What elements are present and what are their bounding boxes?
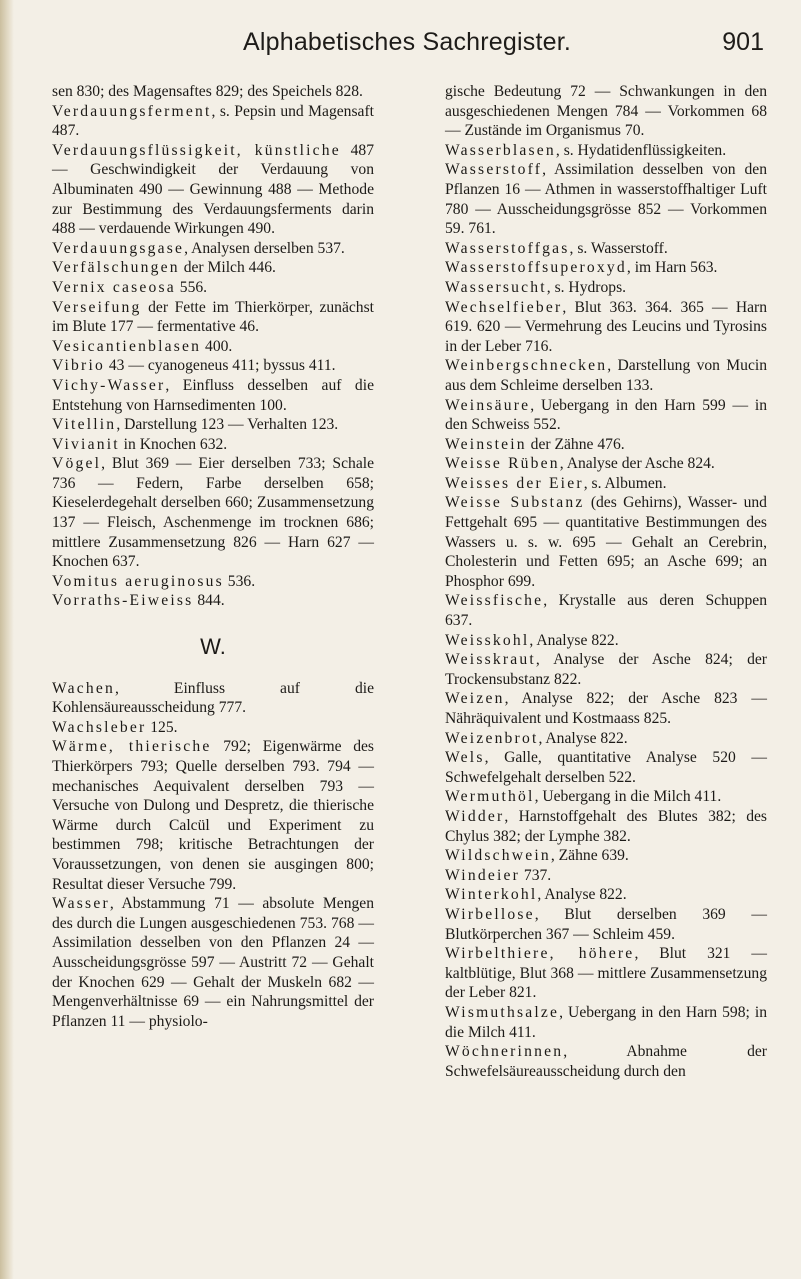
entry-text: , Abstammung 71 — absolute Mengen des durch die Lungen ausgeschiedenen 753. 768 — Assimilation desselben von den Pflanzen 24 — Ausscheidungsgrösse 597 — Austritt 72 — Gehalt der Knochen 629 — Gehalt der Muskeln 682 — Mengenverhältnisse 69 — ein Nahrungsmittel der Pflanzen 11 — physiolo- [52, 895, 374, 1030]
index-entry [445, 729, 767, 749]
entry-lemma: Windeier [445, 866, 520, 884]
entry-lemma: Weinbergschnecken [445, 357, 608, 375]
entry-lemma: Vichy-Wasser [52, 376, 166, 394]
entry-text: , Einfluss auf die Kohlensäureausscheidung 777. [52, 679, 374, 717]
entry-lemma: Vomitus aeruginosus [52, 572, 224, 590]
entry-text: , s. Hydatidenflüssigkeiten. [555, 141, 727, 159]
index-entry [52, 435, 374, 455]
entry-text: 125. [146, 718, 178, 736]
entry-text: , Einfluss desselben auf die Entstehung von Harnsedimenten 100. [52, 376, 374, 414]
index-entry [445, 396, 767, 435]
entry-lemma: Wasserstoffsuperoxyd [445, 259, 627, 277]
entry-lemma: Wermuthöl [445, 788, 535, 806]
page-edge-shadow [0, 0, 14, 1279]
entry-text: , Analyse der Asche 824; der Trockensubstanz 822. [445, 651, 767, 688]
entry-lemma: Wismuthsalze [445, 1003, 560, 1021]
entry-text: , s. Hydrops. [546, 278, 627, 296]
entry-lemma: Widder [445, 807, 505, 825]
index-entry [52, 278, 374, 298]
index-entry [52, 102, 374, 141]
index-entry [52, 337, 374, 357]
entry-text: , Analyse 822. [529, 631, 619, 649]
entry-lemma: Weinsäure [445, 396, 531, 414]
entry-text: 400. [201, 337, 233, 355]
entry-text: , Analyse 822. [538, 729, 628, 747]
entry-lemma: Weisse Substanz [445, 494, 585, 512]
index-entry [445, 787, 767, 807]
entry-lemma: Wels [445, 749, 485, 767]
entry-text: 737. [520, 866, 552, 884]
entry-lemma: Wasserblasen [445, 141, 556, 159]
entry-text: , Zähne 639. [550, 847, 629, 865]
entry-lemma: Verseifung [52, 298, 142, 316]
entry-lemma: Wärme, thierische [52, 738, 212, 756]
index-entry [52, 356, 374, 376]
index-entry [445, 298, 767, 357]
entry-text: , Analyse 822; der Asche 823 — Nähräquivalent und Kostmaass 825. [445, 690, 767, 727]
entry-text: , Analyse 822. [537, 886, 627, 904]
entry-text: , Galle, quantitative Analyse 520 — Schwefelgehalt derselben 522. [445, 749, 767, 786]
entry-text: , Abnahme der Schwefelsäureausscheidung durch den [445, 1043, 767, 1080]
entry-text: , Analysen derselben 537. [184, 239, 345, 257]
entry-lemma: Vesicantienblasen [52, 337, 202, 355]
index-entry [445, 885, 767, 905]
entry-text: , Krystalle aus deren Schuppen 637. [445, 592, 767, 630]
entry-lemma: Weissfische [445, 592, 544, 610]
index-entry [52, 258, 374, 278]
index-entry [52, 298, 374, 337]
index-entry [445, 356, 767, 395]
index-entry [445, 846, 767, 866]
entry-text: der Fette im Thierkörper, zunächst im Blute 177 — fermentative 46. [52, 298, 374, 336]
entry-text: der Milch 446. [179, 259, 276, 277]
entry-text: , im Harn 563. [626, 259, 718, 277]
index-entry [445, 866, 767, 886]
index-entry [445, 454, 767, 474]
index-entry [52, 454, 374, 572]
page-number: 901 [722, 28, 764, 56]
entry-lemma: Vernix caseosa [52, 278, 176, 296]
entry-text: 536. [223, 572, 256, 590]
entry-lemma: Wassersucht [445, 278, 547, 296]
entry-text: gische Bedeutung 72 — Schwankungen in den ausgeschiedenen Mengen 784 — Vorkommen 68 — Zustände im Organismus 70. [445, 83, 767, 140]
index-entry [445, 591, 767, 630]
entry-lemma: Vivianit [52, 435, 120, 453]
right-column [445, 82, 767, 1081]
entry-text: (des Gehirns), Wasser- und Fettgehalt 695 — quantitative Bestimmungen des Wassers u. s. w. 695 — Gehalt an Cerebrin, Cholesterin und Fetten 695; an Asche 699; an Phosphor 699. [445, 494, 767, 590]
entry-text: der Zähne 476. [526, 435, 625, 453]
index-entry [445, 748, 767, 787]
index-entry [52, 239, 374, 259]
entry-lemma: Winterkohl [445, 886, 538, 904]
entry-text: 556. [175, 278, 208, 296]
entry-text: , s. Wasserstoff. [569, 239, 668, 257]
index-entry [445, 435, 767, 455]
index-entry [52, 894, 374, 1031]
section-letter: W. [200, 634, 226, 660]
entry-text: , Darstellung von Mucin aus dem Schleime derselben 133. [445, 357, 767, 394]
entry-lemma: Wasserstoff [445, 161, 543, 179]
entry-text: , Blut 369 — Eier derselben 733; Schale 736 — Federn, Farbe derselben 658; Kieselerdegehalt derselben 660; Zusammensetzung 137 — Fleisch, Aschenmenge im trocknen 686; mittlere Zusammensetzung 826 — Harn 627 — Knochen 637. [52, 455, 374, 571]
entry-text: , Uebergang in die Milch 411. [534, 788, 722, 806]
entry-text: , Blut 321 — kaltblütige, Blut 368 — mittlere Zusammensetzung der Leber 821. [445, 945, 767, 1002]
left-column [52, 82, 374, 1031]
index-entry [445, 650, 767, 689]
entry-lemma: Wechselfieber [445, 298, 563, 316]
entry-text: , Uebergang in den Harn 599 — in den Schweiss 552. [445, 396, 767, 434]
entry-lemma: Wasserstoffgas [445, 239, 570, 257]
index-entry [445, 944, 767, 1003]
index-entry [445, 493, 767, 591]
entry-text: , s. Pepsin und Magensaft 487. [52, 102, 374, 140]
entry-lemma: Wöchnerinnen [445, 1043, 564, 1061]
entry-lemma: Wasser [52, 895, 110, 913]
entry-text: , s. Albumen. [583, 474, 667, 492]
entry-text: 43 — cyanogeneus 411; byssus 411. [104, 357, 336, 375]
index-entry [52, 82, 374, 102]
entry-lemma: Weizenbrot [445, 729, 539, 747]
entry-lemma: Wirbellose [445, 905, 535, 923]
entry-text: 844. [193, 592, 225, 610]
entry-text: , Darstellung 123 — Verhalten 123. [116, 416, 339, 434]
entry-lemma: Vögel [52, 455, 102, 473]
index-entry [445, 1003, 767, 1042]
index-entry [52, 737, 374, 894]
index-entry [52, 141, 374, 239]
index-entry [52, 376, 374, 415]
index-entry [52, 679, 374, 718]
page-header [50, 28, 764, 68]
entry-text: , Assimilation desselben von den Pflanzen 16 — Athmen in wasserstoffhaltiger Luft 780 — Ausscheidungsgrösse 852 — Vorkommen 59. 761. [445, 161, 767, 238]
entry-lemma: Weisse Rüben [445, 455, 560, 473]
page-title: Alphabetisches Sachregister. [242, 28, 571, 56]
entry-text: 487 — Geschwindigkeit der Verdauung von Albuminaten 490 — Gewinnung 488 — Methode zur Bestimmung des Verdauungsferments darin 488 — verdauende Wirkungen 490. [52, 141, 374, 238]
entry-lemma: Vitellin [52, 416, 117, 434]
entry-lemma: Wildschwein [445, 847, 551, 865]
index-entry [445, 631, 767, 651]
entry-text: , Blut 363. 364. 365 — Harn 619. 620 — Vermehrung des Leucins und Tyrosins in der Leber 716. [445, 298, 767, 355]
index-entry [445, 239, 767, 259]
entry-lemma: Weisskohl [445, 631, 530, 649]
index-entry [445, 1042, 767, 1081]
index-entry [445, 141, 767, 161]
index-entry [445, 160, 767, 238]
index-entry [445, 807, 767, 846]
entry-lemma: Weizen [445, 690, 505, 708]
entry-lemma: Verdauungsflüssigkeit, künstliche [52, 141, 341, 159]
entry-lemma: Wachsleber [52, 718, 147, 736]
index-entry [52, 591, 374, 611]
entry-text: in Knochen 632. [119, 435, 228, 453]
entry-lemma: Verdauungsferment [52, 102, 212, 120]
index-entry [52, 718, 374, 738]
index-entry [445, 474, 767, 494]
entry-lemma: Vibrio [52, 357, 105, 375]
index-entry [445, 258, 767, 278]
entry-text: 792; Eigenwärme des Thierkörpers 793; Quelle derselben 793. 794 — mechanisches Aequivalent derselben 793 — Versuche von Dulong und Despretz, die thierische Wärme durch Calcül und Experiment zu bestimmen 798; kritische Betrachtungen der Voraussetzungen, von denen sie ausgingen 800; Resultat dieser Versuche 799. [52, 738, 374, 893]
entry-lemma: Vorraths-Eiweiss [52, 592, 194, 610]
entry-lemma: Weisses der Eier [445, 474, 584, 492]
index-entry [52, 415, 374, 435]
index-entry [445, 278, 767, 298]
index-entry [445, 689, 767, 728]
entry-lemma: Verfälschungen [52, 259, 180, 277]
index-entry [445, 82, 767, 141]
entry-text: sen 830; des Magensaftes 829; des Speichels 828. [52, 83, 363, 100]
entry-lemma: Weisskraut [445, 651, 536, 669]
entry-lemma: Wirbelthiere, höhere [445, 945, 635, 963]
index-entry [52, 572, 374, 592]
entry-lemma: Verdauungsgase [52, 239, 185, 257]
entry-lemma: Weinstein [445, 435, 527, 453]
index-entry [445, 905, 767, 944]
entry-text: , Uebergang in den Harn 598; in die Milch 411. [445, 1003, 767, 1041]
entry-text: , Blut derselben 369 — Blutkörperchen 367 — Schleim 459. [445, 905, 767, 943]
entry-lemma: Wachen [52, 679, 116, 697]
entry-text: , Analyse der Asche 824. [559, 455, 715, 473]
entry-text: , Harnstoffgehalt des Blutes 382; des Chylus 382; der Lymphe 382. [445, 807, 767, 845]
